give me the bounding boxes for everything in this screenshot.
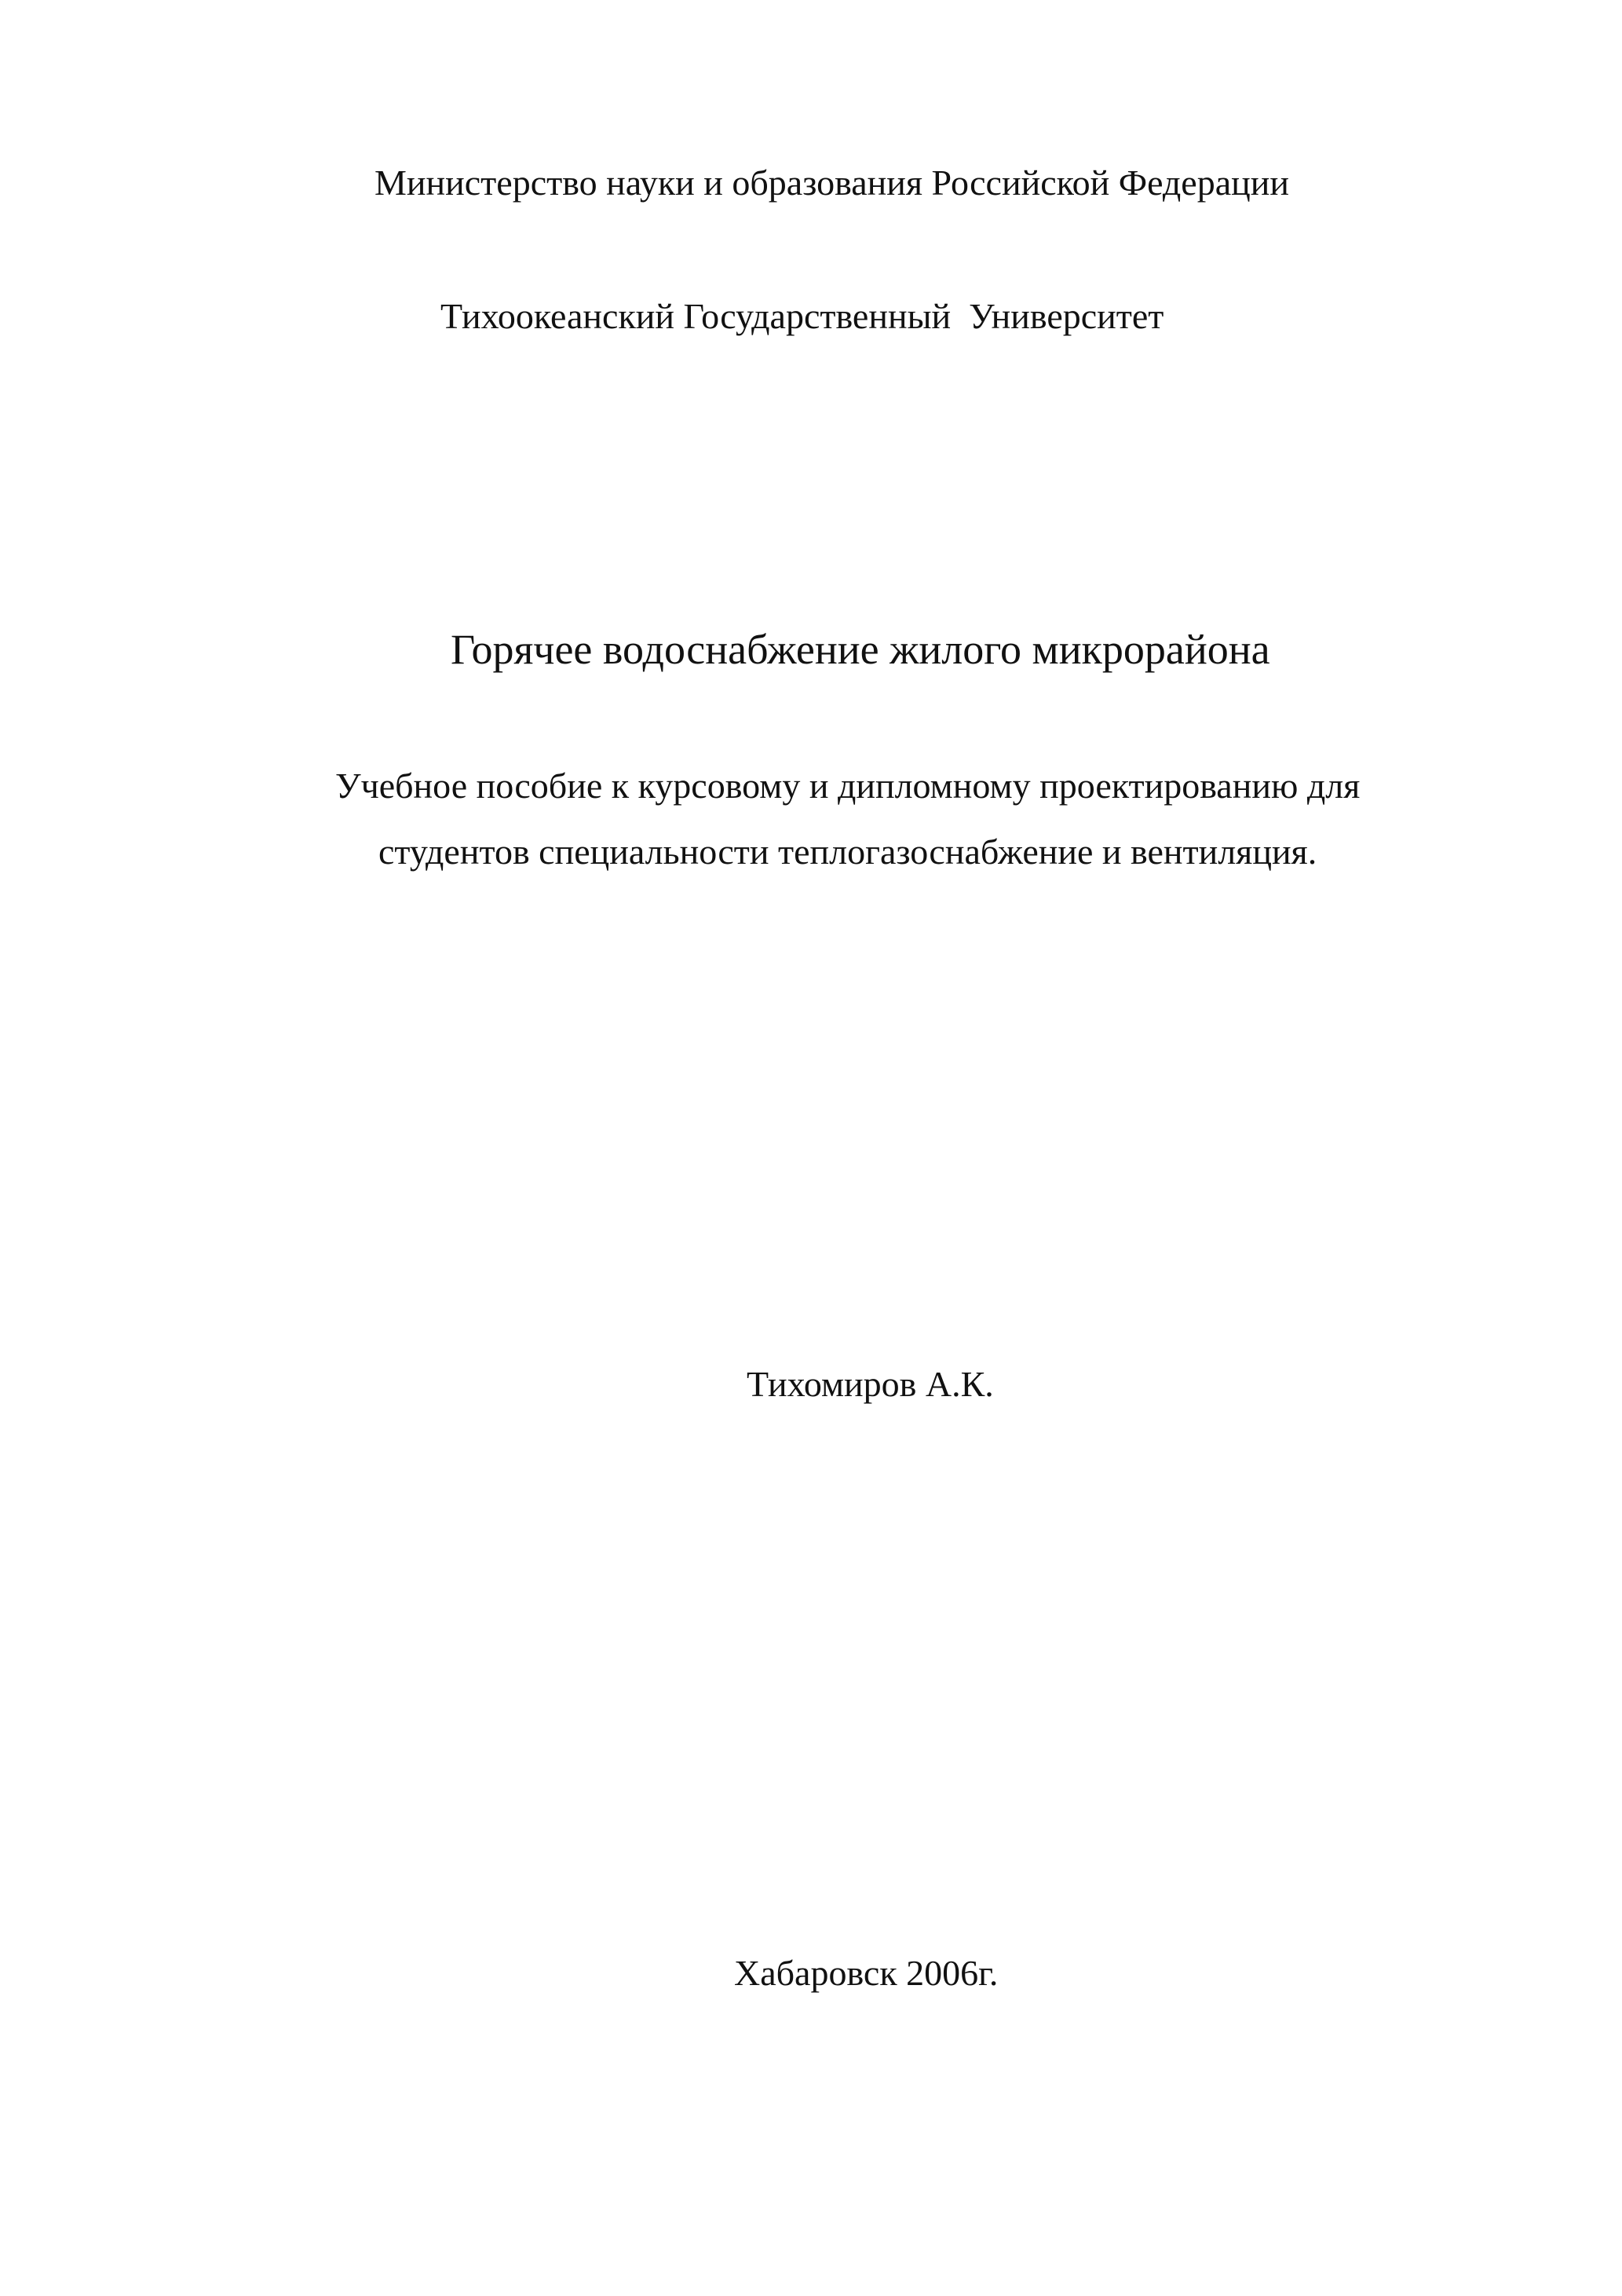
ministry-name: Министерство науки и образования Российской Федерации bbox=[374, 163, 1289, 203]
author-name: Тихомиров А.К. bbox=[747, 1364, 994, 1404]
document-subtitle-line-1: Учебное пособие к курсовому и дипломному проектированию для bbox=[335, 766, 1361, 806]
place-and-year: Хабаровск 2006г. bbox=[734, 1953, 999, 1993]
university-name: Тихоокеанский Государственный Университет bbox=[440, 296, 1164, 336]
document-subtitle-line-2: студентов специальности теплогазоснабжение и вентиляция. bbox=[378, 832, 1317, 872]
document-title: Горячее водоснабжение жилого микрорайона bbox=[451, 626, 1270, 673]
